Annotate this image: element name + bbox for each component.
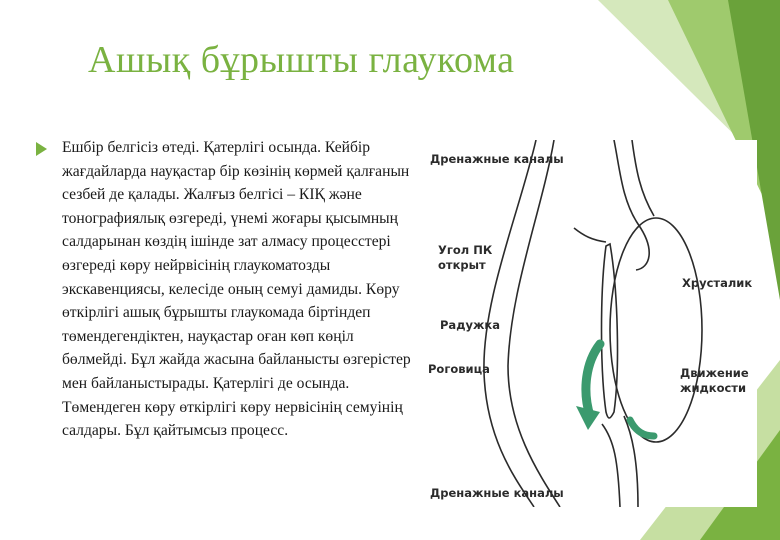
label-drainage-canals-top: Дренажные каналы [430,152,564,166]
label-iris: Радужка [440,318,500,332]
fluid-flow-tail [630,420,654,436]
lens-shape [610,218,702,442]
drainage-canal-top-inner [632,140,654,216]
label-drainage-canals-bottom: Дренажные каналы [430,486,564,500]
eye-angle-diagram [424,140,757,507]
slide-title: Ашық бұрышты глаукома [88,39,515,81]
label-cornea: Роговица [428,362,490,376]
fluid-flow-arrow-icon [586,344,600,416]
drainage-canal-bottom [602,424,620,507]
angle-line [574,228,606,242]
label-angle-line1: Угол ПК [438,243,493,257]
label-lens: Хрусталик [682,276,753,290]
drainage-canal-top [614,140,649,270]
label-fluid-flow-line2: жидкости [680,381,747,395]
label-fluid-flow-line1: Движение [680,366,749,380]
body-paragraph: Ешбір белгісіз өтеді. Қатерлігі осында. Кейбір жағдайларда науқастар бір көзінің көрмей қалғанын сезбей де қалады. Жалғыз белгісі – КІҚ және тонографиялық өзгереді, үнемі жоғары қысымның салдарынан көздің ішінде зат алмасу процесстері өзгереді көру нейрвісінің глаукоматозды экскавенциясы, келесіде оның семуі дамиды. Көру өткірлігі ашық бұрышты глаукомада біртіндеп төмендегендіктен, науқастар оған көп көңіл бөлмейді. Бұл жайда жасына байланысты өзгерістер мен байланыстырады. Қатерлігі де осында. Төмендеген көру өткірлігі көру нервісінің семуінің салдары. Бұл қайтымсыз процесс. [62,139,411,440]
label-angle-line2: открыт [438,258,486,272]
bullet-arrow-icon [36,142,47,156]
cornea-inner-line [508,140,560,507]
fluid-flow-arrowhead-icon [576,406,600,430]
